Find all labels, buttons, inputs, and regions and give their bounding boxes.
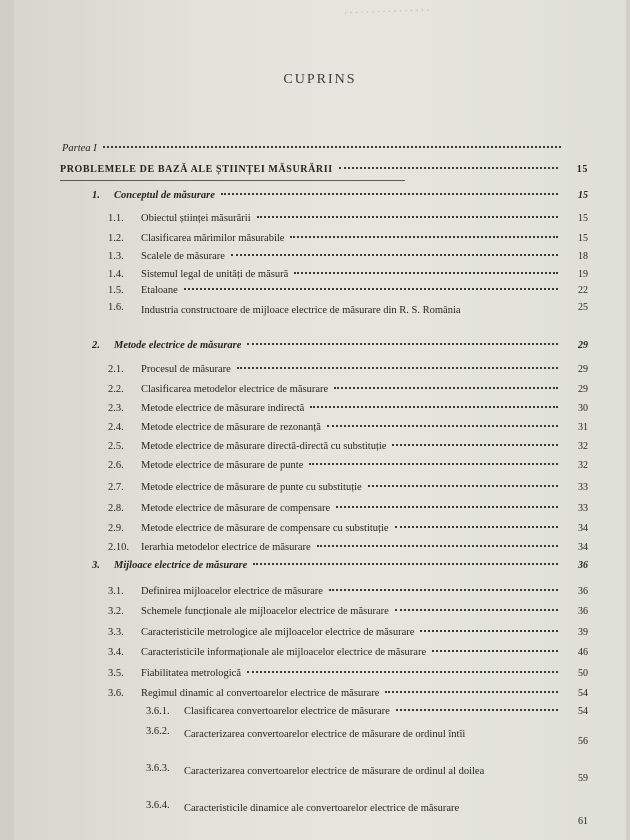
dot-leader [247, 671, 558, 673]
toc-entry [92, 190, 588, 201]
toc-entry [108, 269, 588, 280]
entry-label: Sistemul legal de unități de măsură [141, 269, 289, 280]
entry-number: 2. [92, 340, 100, 351]
entry-page: 46 [578, 647, 588, 658]
toc-entry [108, 688, 588, 699]
entry-number: 1.4. [108, 269, 124, 280]
entry-label: Caracteristicile informaționale ale mijloacelor electrice de măsurare [141, 647, 427, 658]
toc-entry [146, 706, 588, 717]
entry-label: Regimul dinamic al convertoarelor electrice de măsurare [141, 688, 380, 699]
table-of-contents [14, 0, 626, 840]
entry-page: 15 [578, 233, 588, 244]
toc-entry [108, 668, 588, 679]
dot-leader [396, 709, 558, 711]
part-label: Partea I [62, 143, 97, 154]
entry-number: 2.4. [108, 422, 124, 433]
entry-number: 1.3. [108, 251, 124, 262]
entry-label: Metode electrice de măsurare de compensare [141, 503, 331, 514]
entry-number: 3.6.2. [146, 726, 170, 737]
entry-number: 3.6.4. [146, 800, 170, 811]
entry-label: Procesul de măsurare [141, 364, 231, 375]
entry-number: 3.6. [108, 688, 124, 699]
entry-label: Metode electrice de măsurare de compensare cu substituție [141, 523, 389, 534]
entry-page: 61 [578, 816, 588, 827]
book-page [14, 0, 626, 840]
part-heading-row [62, 143, 567, 154]
entry-label: Metode electrice de măsurare de rezonanță [141, 422, 321, 433]
entry-page: 34 [578, 523, 588, 534]
entry-page: 32 [578, 441, 588, 452]
dot-leader [327, 425, 558, 427]
toc-entry [108, 606, 588, 617]
entry-page: 36 [578, 606, 588, 617]
entry-number: 3.4. [108, 647, 124, 658]
dot-leader [247, 343, 558, 345]
entry-label: Definirea mijloacelor electrice de măsurare [141, 586, 323, 597]
entry-number: 3.3. [108, 627, 124, 638]
toc-entry [108, 482, 588, 493]
entry-page: 56 [578, 736, 588, 747]
dot-leader [368, 485, 558, 487]
entry-page: 39 [578, 627, 588, 638]
toc-entry [108, 302, 588, 319]
entry-number: 2.6. [108, 460, 124, 471]
dot-leader [336, 506, 558, 508]
toc-entry [92, 340, 588, 351]
toc-entry [146, 726, 588, 747]
dot-leader [395, 526, 558, 528]
entry-page: 54 [578, 688, 588, 699]
entry-number: 2.1. [108, 364, 124, 375]
entry-label: Clasificarea convertoarelor electrice de măsurare [184, 706, 390, 717]
entry-label: Metode electrice de măsurare directă-directă cu substituție [141, 441, 387, 452]
entry-page: 33 [578, 503, 588, 514]
entry-page: 33 [578, 482, 588, 493]
entry-page: 30 [578, 403, 588, 414]
entry-number: 3. [92, 560, 100, 571]
entry-number: 3.1. [108, 586, 124, 597]
entry-label: Mijloace electrice de măsurare [114, 560, 248, 571]
entry-number: 2.8. [108, 503, 124, 514]
entry-page: 34 [578, 542, 588, 553]
dot-leader [395, 609, 558, 611]
entry-page: 50 [578, 668, 588, 679]
dot-leader [103, 146, 561, 148]
entry-page: 31 [578, 422, 588, 433]
entry-label: Schemele funcționale ale mijloacelor electrice de măsurare [141, 606, 389, 617]
dot-leader [184, 288, 558, 290]
toc-entry [108, 251, 588, 262]
entry-page: 15 [578, 190, 588, 201]
entry-label: Fiabilitatea metrologică [141, 668, 242, 679]
entry-number: 2.5. [108, 441, 124, 452]
entry-page: 54 [578, 706, 588, 717]
entry-label: Metode electrice de măsurare indirectă [141, 403, 305, 414]
dot-leader [237, 367, 558, 369]
entry-page: 18 [578, 251, 588, 262]
dot-leader [392, 444, 558, 446]
entry-label: Conceptul de măsurare [114, 190, 215, 201]
entry-label: Scalele de măsurare [141, 251, 225, 262]
heading-underline [60, 180, 405, 181]
entry-label: Clasificarea mărimilor măsurabile [141, 233, 285, 244]
entry-page: 22 [578, 285, 588, 296]
entry-number: 3.5. [108, 668, 124, 679]
entry-number: 1. [92, 190, 100, 201]
dot-leader [329, 589, 558, 591]
entry-label: Metode electrice de măsurare [114, 340, 242, 351]
entry-label: Caracteristicile dinamice ale convertoarelor electrice de măsurare [184, 803, 460, 814]
entry-number: 2.9. [108, 523, 124, 534]
dot-leader [294, 272, 558, 274]
toc-entry [92, 560, 588, 571]
entry-page: 15 [578, 213, 588, 224]
entry-number: 2.2. [108, 384, 124, 395]
dot-leader [290, 236, 558, 238]
toc-entry [146, 800, 588, 827]
dot-leader [221, 193, 558, 195]
entry-number: 1.5. [108, 285, 124, 296]
entry-number: 3.2. [108, 606, 124, 617]
entry-page: 29 [578, 364, 588, 375]
toc-entry [108, 403, 588, 414]
entry-label: Obiectul științei măsurării [141, 213, 251, 224]
entry-page: 25 [578, 302, 588, 313]
toc-entry [108, 364, 588, 375]
dot-leader [420, 630, 558, 632]
toc-entry [108, 384, 588, 395]
entry-number: 2.10. [108, 542, 129, 553]
toc-entry [108, 233, 588, 244]
entry-number: 1.6. [108, 302, 124, 313]
dot-leader [309, 463, 558, 465]
entry-number: 3.6.3. [146, 763, 170, 774]
entry-label: Caracterizarea convertoarelor electrice de măsurare de ordinul întîi [184, 729, 466, 740]
dot-leader [310, 406, 558, 408]
entry-number: 1.1. [108, 213, 124, 224]
entry-page: 29 [578, 340, 588, 351]
entry-page: 19 [578, 269, 588, 280]
entry-page: 59 [578, 773, 588, 784]
toc-entry [108, 586, 588, 597]
dot-leader [253, 563, 558, 565]
entry-page: 36 [578, 560, 588, 571]
entry-label: Etaloane [141, 285, 178, 296]
bleed-through-text: · · · · · · · · · · · · · · · · [343, 4, 430, 20]
toc-entry [108, 213, 588, 224]
toc-entry [108, 542, 588, 553]
entry-page: 36 [578, 586, 588, 597]
dot-leader [334, 387, 558, 389]
toc-entry [108, 422, 588, 433]
entry-label: Metode electrice de măsurare de punte cu substituție [141, 482, 362, 493]
entry-number: 2.3. [108, 403, 124, 414]
entry-page: 32 [578, 460, 588, 471]
toc-entry [108, 503, 588, 514]
toc-entry [108, 647, 588, 658]
toc-entry [60, 164, 588, 175]
toc-entry [108, 627, 588, 638]
toc-entry [146, 763, 588, 784]
entry-label: Metode electrice de măsurare de punte [141, 460, 304, 471]
dot-leader [385, 691, 558, 693]
dot-leader [317, 545, 558, 547]
entry-label: PROBLEMELE DE BAZĂ ALE ȘTIINȚEI MĂSURĂRII [60, 164, 333, 175]
toc-entry [108, 523, 588, 534]
entry-page: 15 [576, 164, 588, 175]
dot-leader [231, 254, 558, 256]
toc-entry [108, 441, 588, 452]
entry-label: Caracterizarea convertoarelor electrice de măsurare de ordinul al doilea [184, 766, 485, 777]
entry-number: 3.6.1. [146, 706, 170, 717]
entry-label: Ierarhia metodelor electrice de măsurare [141, 542, 311, 553]
dot-leader [339, 167, 558, 169]
entry-label: Clasificarea metodelor electrice de măsurare [141, 384, 329, 395]
entry-label: Caracteristicile metrologice ale mijloacelor electrice de măsurare [141, 627, 415, 638]
dot-leader [257, 216, 558, 218]
toc-entry [108, 285, 588, 296]
dot-leader [432, 650, 558, 652]
entry-label: Industria constructoare de mijloace electrice de măsurare din R. S. România [141, 305, 461, 316]
entry-page: 29 [578, 384, 588, 395]
toc-entry [108, 460, 588, 471]
entry-number: 2.7. [108, 482, 124, 493]
toc-title: CUPRINS [283, 72, 357, 87]
entry-number: 1.2. [108, 233, 124, 244]
